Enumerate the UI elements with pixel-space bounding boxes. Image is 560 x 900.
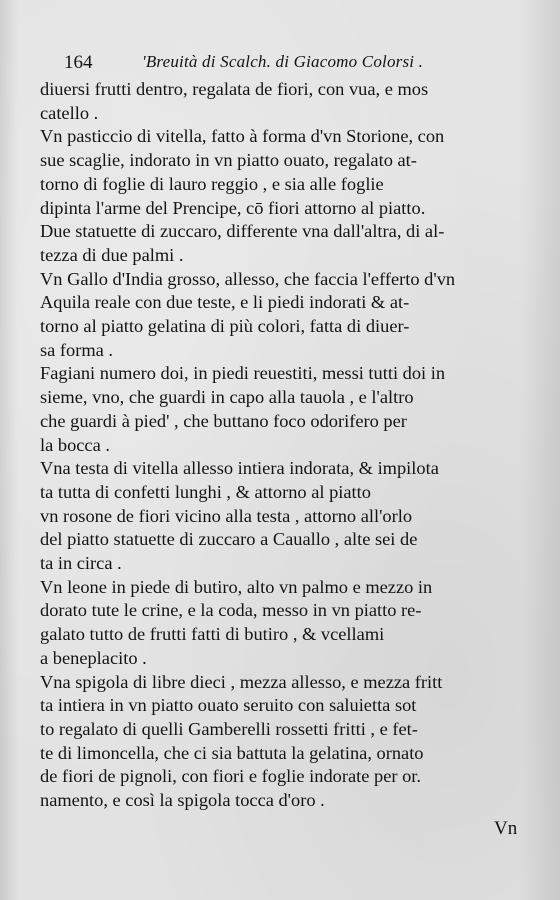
text-line: la bocca . xyxy=(40,434,110,455)
text-line: Vna testa di vitella allesso intiera indorata, & impilota xyxy=(40,458,439,479)
text-line: de fiori de pignoli, con fiori e foglie indorate per or. xyxy=(40,766,421,787)
text-line: diuersi frutti dentro, regalata de fiori, con vua, e mos xyxy=(40,79,429,99)
text-line: Aquila reale con due teste, e li piedi indorati & at- xyxy=(40,292,410,313)
page-header xyxy=(64,52,484,76)
running-head: 'Breuità di Scalch. di Giacomo Colorsi . xyxy=(142,52,424,71)
entry-testa-vitella xyxy=(40,457,545,576)
text-line: catello . xyxy=(40,102,99,123)
text-line: ta in circa . xyxy=(40,553,122,574)
entry-pasticcio xyxy=(40,125,545,220)
entry-leone xyxy=(40,576,545,671)
entry-spigola xyxy=(40,671,545,813)
text-line: Vn pasticcio di vitella, fatto à forma d'vn Storione, con xyxy=(40,126,445,147)
text-line: Due statuette di zuccaro, differente vna dall'altra, di al- xyxy=(40,221,445,242)
text-line: del piatto statuette di zuccaro a Cauallo , alte sei de xyxy=(40,529,418,550)
entry-statuette xyxy=(40,220,545,267)
text-line: Vna spigola di libre dieci , mezza allesso, e mezza fritt xyxy=(40,671,443,692)
catchword: Vn xyxy=(494,818,518,839)
text-line: sue scaglie, indorato in vn piatto ouato, regalato at- xyxy=(40,150,417,171)
text-line: sa forma . xyxy=(40,339,114,360)
entry-continued xyxy=(40,78,545,125)
text-line: galato tutto de frutti fatti di butiro , & vcellami xyxy=(40,624,385,645)
text-line: che guardi à pied' , che buttano foco odorifero per xyxy=(40,410,407,431)
recipe-list xyxy=(40,78,545,813)
text-line: a beneplacito . xyxy=(40,647,147,668)
page-number: 164 xyxy=(64,52,93,73)
text-line: vn rosone de fiori vicino alla testa , attorno all'orlo xyxy=(40,505,413,526)
text-line: te di limoncella, che ci sia battuta la gelatina, ornato xyxy=(40,742,424,763)
text-line: Fagiani numero doi, in piedi reuestiti, messi tutti doi in xyxy=(40,363,446,384)
text-line: ta intiera in vn piatto ouato seruito con saluietta sot xyxy=(40,695,417,716)
text-line: dipinta l'arme del Prencipe, cō fiori attorno al piatto. xyxy=(40,197,426,218)
entry-gallo xyxy=(40,268,545,363)
text-line: sieme, vno, che guardi in capo alla tauola , e l'altro xyxy=(40,387,414,408)
text-line: ta tutta di confetti lunghi , & attorno al piatto xyxy=(40,481,371,502)
text-line: namento, e così la spigola tocca d'oro . xyxy=(40,790,325,811)
text-line: tezza di due palmi . xyxy=(40,244,184,265)
text-line: Vn leone in piede di butiro, alto vn palmo e mezzo in xyxy=(40,576,433,597)
text-line: Vn Gallo d'India grosso, allesso, che faccia l'efferto d'vn xyxy=(40,268,456,289)
text-line: torno al piatto gelatina di più colori, fatta di diuer- xyxy=(40,316,410,337)
text-line: to regalato di quelli Gamberelli rossetti fritti , e fet- xyxy=(40,718,418,739)
entry-fagiani xyxy=(40,362,545,457)
text-line: dorato tute le crine, e la coda, messo in vn piatto re- xyxy=(40,600,422,621)
text-line: torno di foglie di lauro reggio , e sia alle foglie xyxy=(40,173,384,194)
